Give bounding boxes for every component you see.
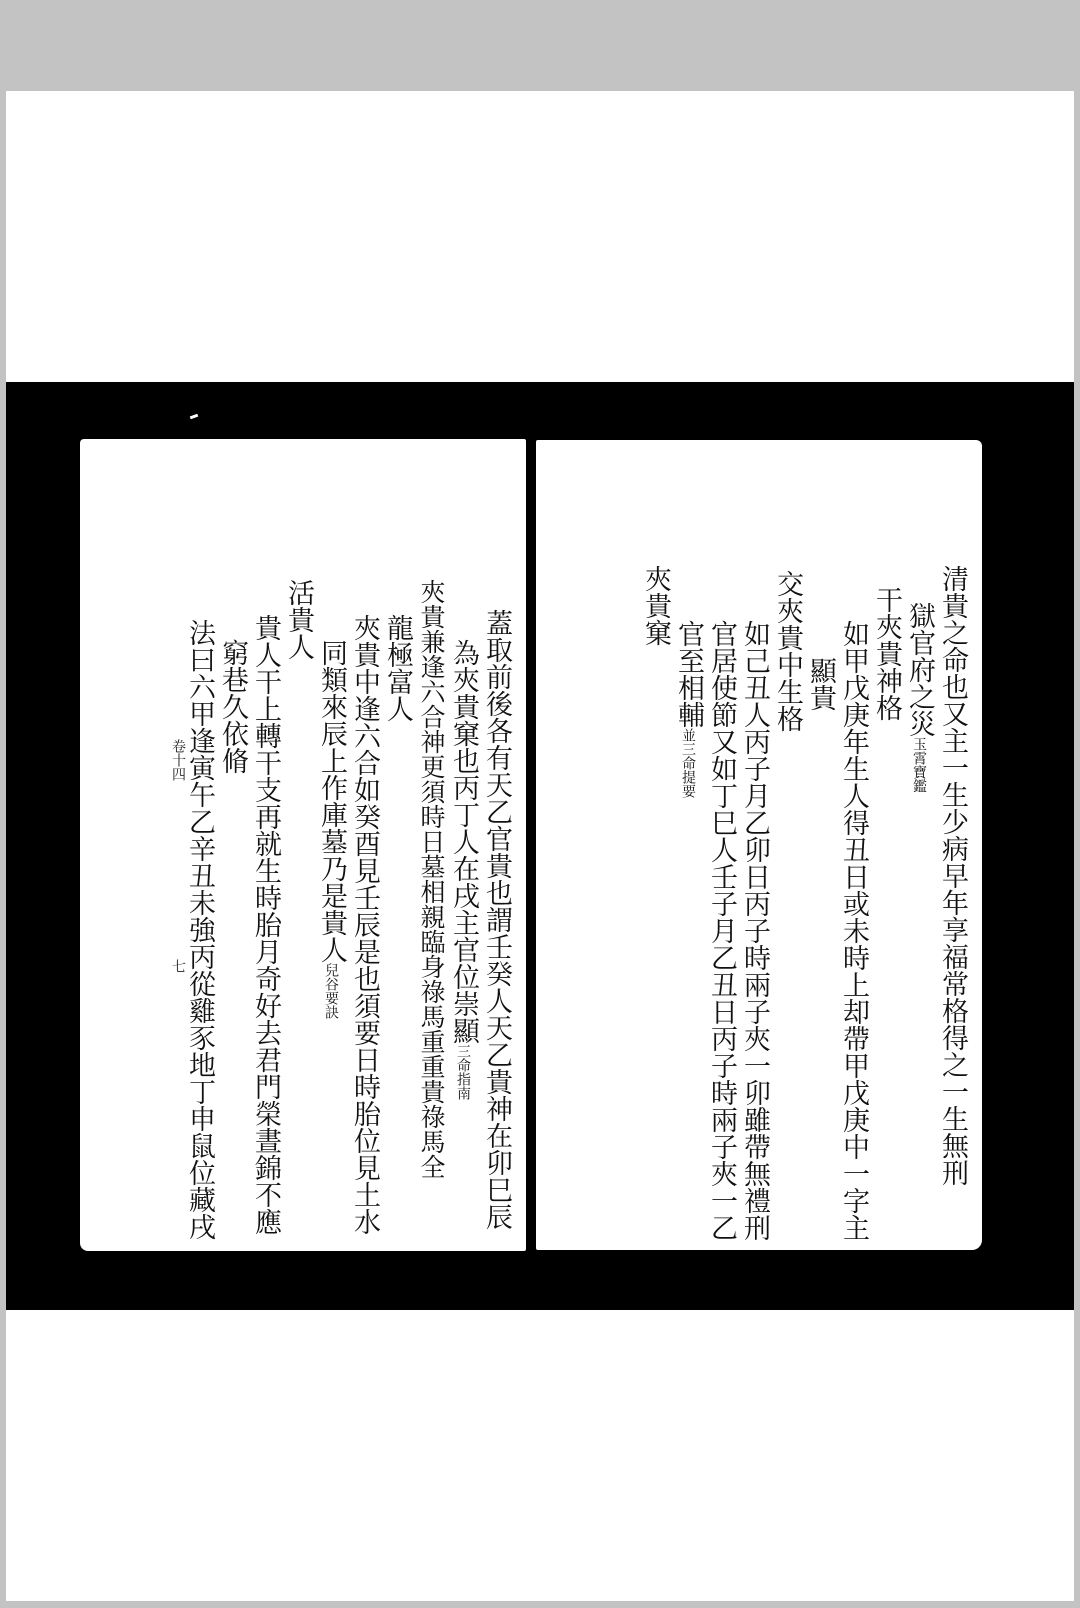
text-column: 交夾貴中生格 (772, 570, 803, 732)
folio-volume: 卷十四 (170, 739, 186, 781)
text-column: 官至相輔並三命提要 (673, 620, 704, 798)
folio-page-number: 七 (170, 959, 186, 973)
text-column: 夾貴兼逢六合神更須時日墓相親臨身祿馬重重貴祿馬全 (417, 579, 446, 1179)
text-column: 獄官府之災玉霄寶鑑 (904, 602, 935, 793)
text-column: 顯貴 (805, 657, 836, 711)
left-page (80, 439, 526, 1251)
text-column: 官居使節又如丁巳人壬子月乙丑日丙子時兩子夾一乙 (706, 620, 737, 1241)
right-page (536, 440, 982, 1250)
text-column: 貴人干上轉干支再就生時胎月奇好去君門榮晝錦不應 (250, 614, 281, 1235)
text-column: 為夾貴窠也丙丁人在戌主官位崇顯三命指南 (448, 639, 479, 1100)
source-note: 三命指南 (455, 1044, 471, 1100)
text-column: 活貴人 (283, 579, 314, 660)
text-column: 干夾貴神格 (871, 586, 902, 721)
source-note: 並三命提要 (680, 728, 696, 798)
text-column: 龍極富人 (382, 614, 413, 722)
source-note: 兒谷要訣 (323, 963, 339, 1019)
source-note: 玉霄寶鑑 (911, 737, 927, 793)
text-column: 蓋取前後各有天乙官貴也謂壬癸人天乙貴神在卯巳辰 (481, 609, 512, 1230)
image-viewer (6, 91, 1074, 1601)
text-column: 夾貴窠 (640, 565, 671, 646)
text-column: 如甲戊庚年生人得丑日或未時上却帶甲戊庚中一字主 (838, 620, 869, 1241)
text-column: 法曰六甲逢寅午乙辛丑未強丙從雞豕地丁申鼠位藏戌 (184, 619, 215, 1240)
text-column: 如己丑人丙子月乙卯日丙子時兩子夾一卯雖帶無禮刑 (739, 620, 770, 1241)
text-column: 窮巷久依脩 (217, 639, 248, 774)
text-column: 夾貴中逢六合如癸酉見壬辰是也須要日時胎位見土水 (349, 614, 380, 1235)
text-column: 同類來辰上作庫墓乃是貴人兒谷要訣 (316, 639, 347, 1019)
scan-speck (190, 414, 199, 420)
scanned-book-spread (6, 382, 1074, 1310)
text-column: 清貴之命也又主一生少病早年享福常格得之一生無刑 (937, 565, 968, 1186)
